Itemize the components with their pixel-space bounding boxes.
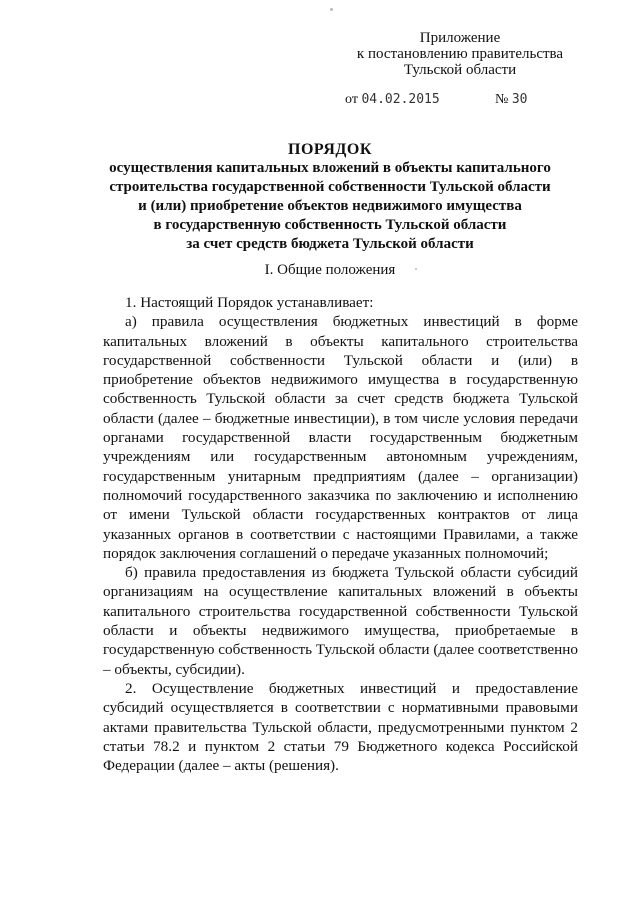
appendix-header-line-2: к постановлению правительства: [356, 46, 564, 62]
paragraph-1b: б) правила предоставления из бюджета Тульской области субсидий организациям на осуществление капитальных вложений в объекты капитального строительства государственной собственности Тульской области и объекты недвижимого имущества, приобретаемые в государственную собственность Тульской области (далее соответственно – объекты, субсидии).: [103, 564, 578, 678]
section-heading: I. Общие положения: [264, 262, 396, 278]
document-title: [80, 140, 580, 254]
scan-speck: [415, 268, 417, 270]
title-line-5: за счет средств бюджета Тульской области: [186, 236, 474, 252]
appendix-header-line-1: Приложение: [419, 30, 501, 46]
decree-number: 30: [511, 92, 528, 107]
title-line-1: осуществления капитальных вложений в объекты капитального: [109, 160, 551, 176]
scan-speck: [330, 8, 333, 11]
appendix-header: [340, 30, 580, 78]
document-body: [103, 293, 578, 775]
title-line-2: строительства государственной собственности Тульской области: [109, 179, 551, 195]
paragraph-2: 2. Осуществление бюджетных инвестиций и предоставление субсидий осуществляется в соответствии с нормативными правовыми актами правительства Тульской области, предусмотренными пунктом 2 статьи 78.2 и пунктом 2 статьи 79 Бюджетного кодекса Российской Федерации (далее – акты (решения).: [103, 679, 578, 775]
decree-date-line: [345, 92, 585, 108]
decree-number-wrap: [495, 92, 528, 108]
paragraph-1a: а) правила осуществления бюджетных инвестиций в форме капитальных вложений в объекты капитального строительства государственной собственности Тульской области и (или) в приобретение объектов недвижимого имущества в государственную собственность Тульской области за счет средств бюджета Тульской области (далее – бюджетные инвестиции), в том числе условия передачи органами государственной власти государственным бюджетным учреждениям или государственным автономным учреждениям, государственным унитарным предприятиям (далее – организации) полномочий государственного заказчика по заключению и исполнению от имени Тульской области государственных контрактов от лица указанных органов в соответствии с настоящими Правилами, а также порядок заключения соглашений о передаче указанных полномочий;: [103, 313, 578, 562]
date-prefix: от: [345, 92, 358, 107]
number-label: №: [495, 92, 509, 107]
title-main: ПОРЯДОК: [288, 141, 372, 158]
decree-date: 04.02.2015: [361, 92, 440, 107]
title-line-3: и (или) приобретение объектов недвижимого имущества: [138, 198, 522, 214]
title-line-4: в государственную собственность Тульской области: [153, 217, 507, 233]
appendix-header-line-3: Тульской области: [403, 62, 517, 78]
paragraph-1: 1. Настоящий Порядок устанавливает:: [125, 294, 374, 311]
